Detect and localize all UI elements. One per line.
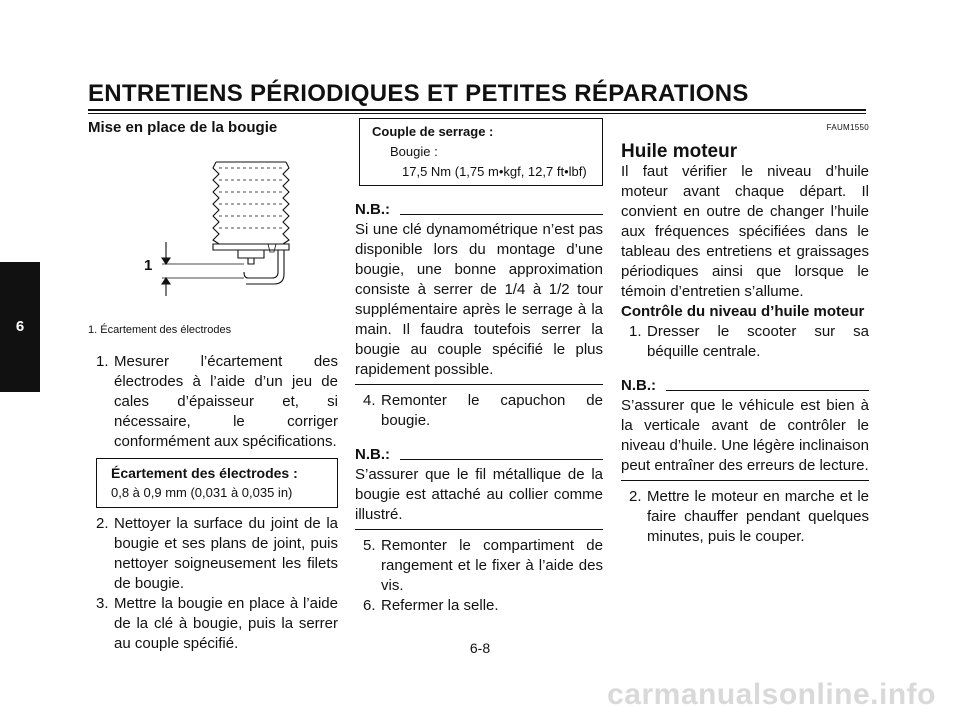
note-1-end-rule bbox=[355, 384, 603, 385]
step-text: Mettre la bougie en place à l’aide de la clé à bougie, puis la serrer au couple spécifié. bbox=[114, 595, 338, 652]
step-number: 6. bbox=[363, 597, 376, 614]
torque-label: Bougie : bbox=[390, 144, 438, 159]
section-title: Huile moteur bbox=[621, 141, 738, 162]
column-middle bbox=[355, 118, 603, 616]
step-text: Mettre le moteur en marche et le faire chauffer pendant quelques minutes, puis le couper. bbox=[647, 488, 869, 545]
chapter-tab-label: 6 bbox=[15, 318, 25, 335]
watermark: carmanualsonline.info bbox=[607, 678, 936, 711]
spark-plug-figure bbox=[88, 144, 338, 312]
step-text: Nettoyer la surface du joint de la bougie et ses plans de joint, puis nettoyer soigneusement les filets de bougie. bbox=[114, 515, 338, 592]
header-rule-thin bbox=[88, 113, 866, 114]
page-header: ENTRETIENS PÉRIODIQUES ET PETITES RÉPARATIONS bbox=[88, 80, 749, 107]
section-heading: Mise en place de la bougie bbox=[88, 119, 278, 136]
note-1-header bbox=[355, 200, 603, 220]
step-4 bbox=[355, 391, 603, 431]
spec-value: 0,8 à 0,9 mm (0,031 à 0,035 in) bbox=[111, 485, 293, 500]
column-right bbox=[621, 118, 869, 547]
torque-spec-box bbox=[359, 118, 603, 186]
column-left bbox=[88, 118, 338, 654]
step-number: 3. bbox=[96, 595, 109, 612]
step-number: 2. bbox=[96, 515, 109, 532]
step-text: Remonter le compartiment de rangement et le fixer à l’aide des vis. bbox=[381, 537, 603, 594]
step-5 bbox=[355, 536, 603, 596]
page-number: 6-8 bbox=[469, 640, 491, 656]
step-number: 1. bbox=[629, 323, 642, 340]
note-2-end-rule bbox=[355, 529, 603, 530]
step-number: 2. bbox=[629, 488, 642, 505]
step-1 bbox=[88, 352, 338, 452]
header-rule-thick bbox=[88, 109, 866, 111]
note-text: S’assurer que le véhicule est bien à la verticale avant de contrôler le niveau d’huile. Une légère inclinaison peut entraîner des erreurs de lecture. bbox=[621, 397, 869, 474]
note-header bbox=[621, 376, 869, 396]
note-label: N.B.: bbox=[355, 446, 390, 463]
torque-title: Couple de serrage : bbox=[372, 124, 494, 139]
intro-text: Il faut vérifier le niveau d’huile moteur avant chaque départ. Il convient en outre de changer l’huile aux fréquences spécifiées dans le tableau des entretiens et graissages périodiques ainsi que lorsque le témoin d’entretien s’allume. bbox=[621, 163, 869, 300]
step-2 bbox=[621, 487, 869, 547]
step-text: Refermer la selle. bbox=[381, 597, 499, 614]
torque-value: 17,5 Nm (1,75 m•kgf, 12,7 ft•lbf) bbox=[402, 164, 587, 179]
step-2 bbox=[88, 514, 338, 594]
note-end-rule bbox=[621, 480, 869, 481]
spark-plug-diagram bbox=[88, 144, 338, 312]
figure-callout-1: 1 bbox=[144, 257, 153, 274]
step-1 bbox=[621, 322, 869, 362]
step-number: 4. bbox=[363, 392, 376, 409]
section-code: FAUM1550 bbox=[826, 123, 869, 132]
note-2-text: S’assurer que le fil métallique de la bougie est attaché au collier comme illustré. bbox=[355, 466, 603, 523]
subheading: Contrôle du niveau d’huile moteur bbox=[621, 303, 865, 320]
spec-title: Écartement des électrodes : bbox=[111, 465, 298, 481]
gap-spec-box bbox=[96, 458, 338, 508]
note-2-header bbox=[355, 445, 603, 465]
chapter-tab[interactable] bbox=[0, 262, 40, 392]
step-text: Remonter le capuchon de bougie. bbox=[381, 392, 603, 429]
step-number: 1. bbox=[96, 353, 109, 370]
note-label: N.B.: bbox=[355, 201, 390, 218]
note-label: N.B.: bbox=[621, 377, 656, 394]
note-1-text: Si une clé dynamométrique n’est pas disponible lors du montage d’une bougie, une bonne approximation consiste à serrer de 1/4 à 1/2 tour supplémentaire après le serrage à la main. Il faudra toutefois serrer la bougie au couple spécifié le plus rapidement possible. bbox=[355, 221, 603, 378]
figure-caption: 1. Écartement des électrodes bbox=[88, 324, 232, 336]
step-text: Mesurer l’écartement des électrodes à l’aide d’un jeu de cales d’épaisseur et, si nécessaire, le corriger conformément aux spécifications. bbox=[114, 353, 338, 450]
step-6 bbox=[355, 596, 603, 616]
step-text: Dresser le scooter sur sa béquille centrale. bbox=[647, 323, 869, 360]
step-number: 5. bbox=[363, 537, 376, 554]
